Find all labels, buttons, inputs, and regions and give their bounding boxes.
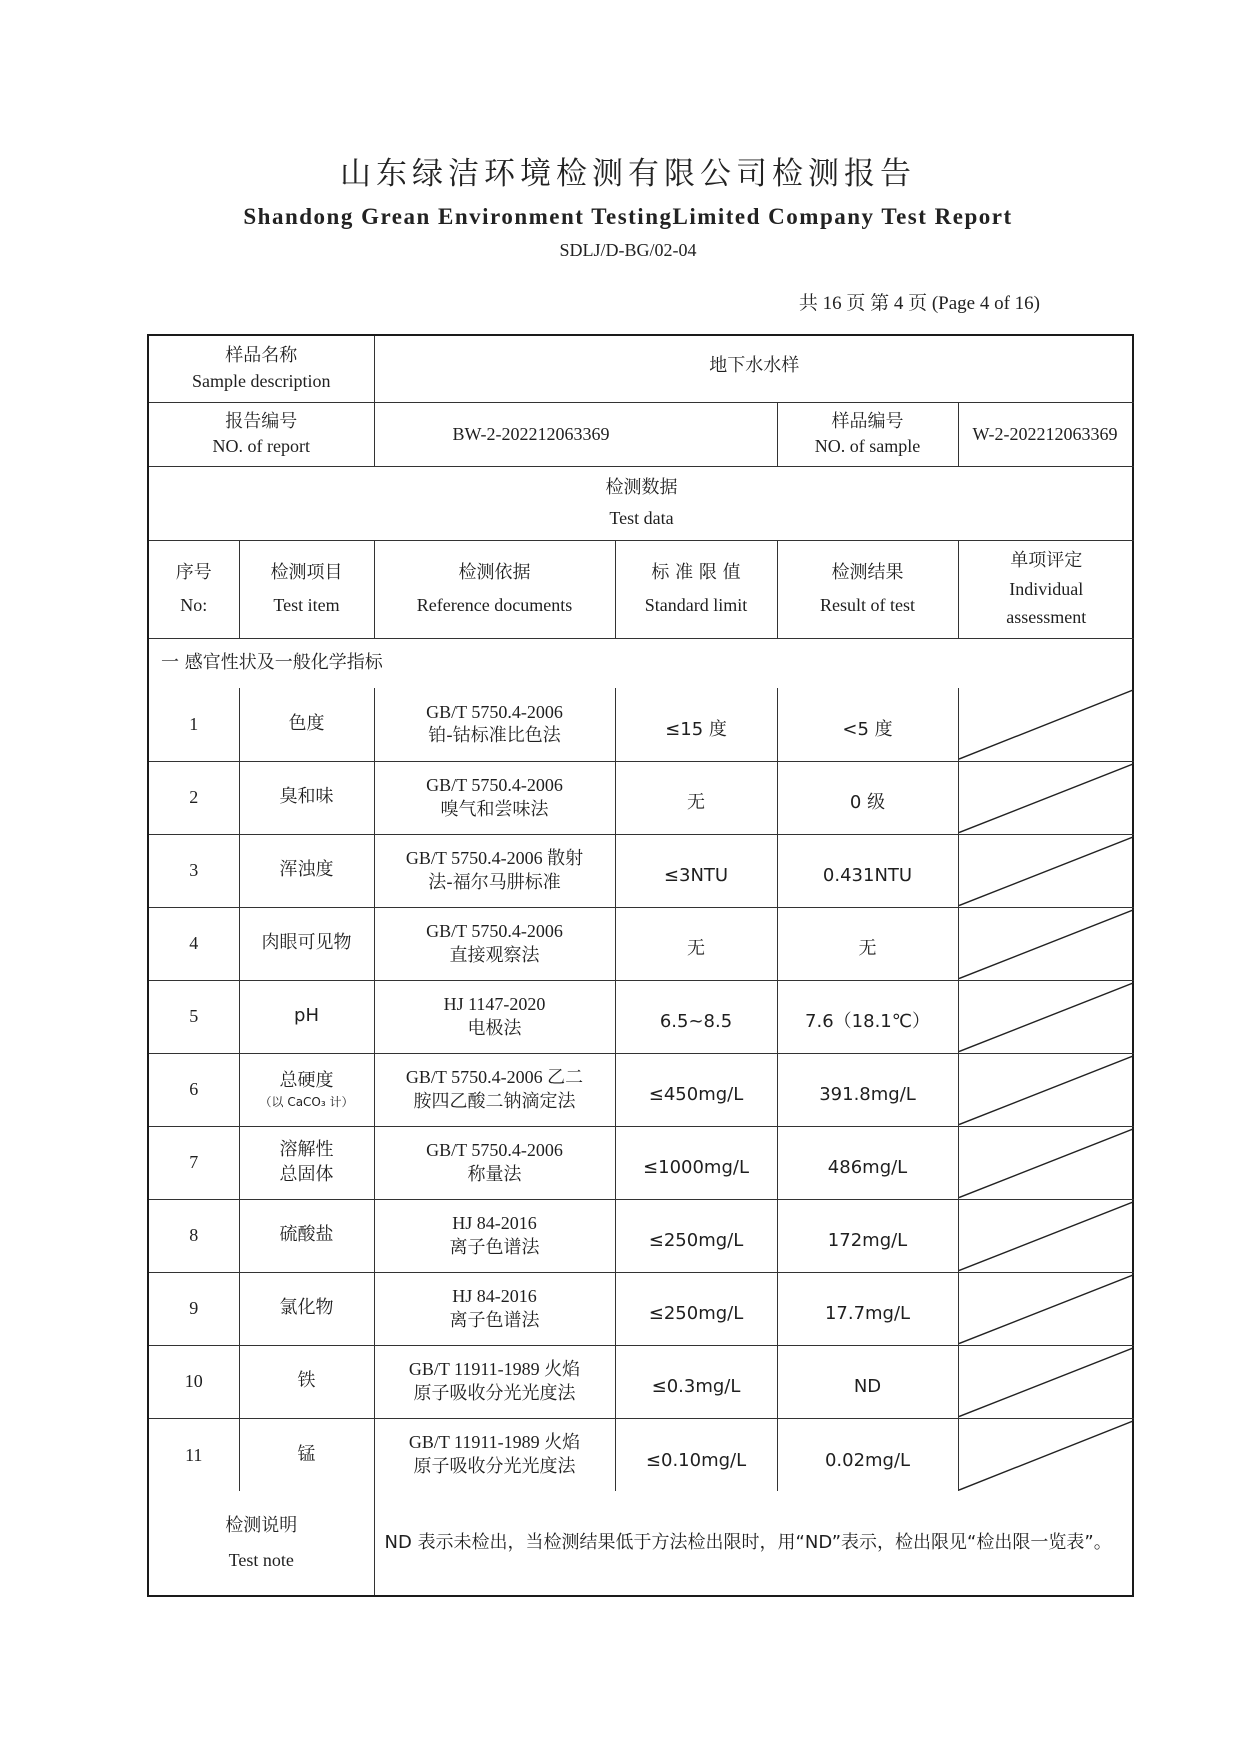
label-cn: 样品名称: [225, 345, 298, 367]
column-header-row: [149, 540, 1134, 638]
test-item: [239, 761, 374, 834]
header-cn: 序号: [175, 561, 212, 583]
diagonal-slash-icon: [959, 688, 1135, 761]
header-cn: 单项评定: [1010, 549, 1083, 571]
reference-line-1: GB/T 11911-1989 火焰: [408, 1432, 581, 1453]
assessment-cell: [958, 761, 1134, 834]
table-row: [149, 907, 1134, 980]
table-row: [149, 1126, 1134, 1199]
standard-limit: ≤3NTU: [615, 834, 777, 907]
test-item-name: pH: [294, 1005, 319, 1027]
reference-line-2: 直接观察法: [449, 944, 540, 966]
test-item-name: 铁: [297, 1370, 316, 1392]
label-cn: 样品编号: [831, 410, 904, 432]
test-item: [239, 907, 374, 980]
row-number: 1: [149, 688, 239, 761]
test-item: [239, 1272, 374, 1345]
test-result: 0.431NTU: [777, 834, 958, 907]
standard-limit: ≤0.3mg/L: [615, 1345, 777, 1418]
test-item-name: 硫酸盐: [279, 1224, 334, 1246]
diagonal-slash-icon: [959, 1200, 1135, 1272]
test-item: [239, 1199, 374, 1272]
test-item-name: 臭和味: [279, 786, 334, 808]
header-en: No:: [180, 595, 208, 615]
reference-line-2: 铂-钴标准比色法: [428, 725, 561, 747]
test-item: [239, 688, 374, 761]
test-item-name: 浑浊度: [279, 859, 334, 881]
test-item-name: 锰: [297, 1443, 316, 1465]
diagonal-slash-icon: [959, 1054, 1135, 1126]
standard-limit: ≤250mg/L: [615, 1199, 777, 1272]
reference-document: [374, 1272, 615, 1345]
column-header-reference: [374, 540, 615, 638]
reference-document: [374, 1126, 615, 1199]
page-info: 共 16 页 第 4 页 (Page 4 of 16): [798, 293, 1040, 314]
header-cn: 检测项目: [270, 561, 343, 583]
header-en: Test item: [273, 595, 340, 615]
column-header-assessment: [958, 540, 1134, 638]
reference-line-2: 嗅气和尝味法: [440, 798, 549, 820]
test-result: ND: [777, 1345, 958, 1418]
row-number: 3: [149, 834, 239, 907]
table-row: [149, 1199, 1134, 1272]
diagonal-slash-icon: [959, 835, 1135, 907]
test-result: 无: [777, 907, 958, 980]
reference-document: [374, 980, 615, 1053]
reference-line-2: 胺四乙酸二钠滴定法: [413, 1090, 576, 1112]
test-result: 0 级: [777, 761, 958, 834]
reference-line-1: GB/T 5750.4-2006: [426, 701, 563, 722]
assessment-cell: [958, 1272, 1134, 1345]
test-result: <5 度: [777, 688, 958, 761]
reference-document: [374, 1345, 615, 1418]
header-en: Reference documents: [416, 595, 573, 615]
test-item-name: 溶解性: [279, 1139, 334, 1161]
diagonal-slash-icon: [959, 981, 1135, 1053]
label-en: NO. of report: [212, 436, 310, 456]
test-item: [239, 1418, 374, 1491]
reference-line-1: GB/T 5750.4-2006 乙二: [405, 1067, 584, 1088]
assessment-cell: [958, 1126, 1134, 1199]
label-en: NO. of sample: [814, 436, 921, 456]
heading-en: Test data: [609, 508, 674, 528]
test-item-sub: （以 CaCO₃ 计）: [259, 1094, 354, 1109]
test-item-name: 氯化物: [279, 1297, 334, 1319]
table-row: [149, 1272, 1134, 1345]
column-header-no: [149, 540, 239, 638]
header-cn: 检测结果: [831, 561, 904, 583]
test-result: 0.02mg/L: [777, 1418, 958, 1491]
reference-document: [374, 761, 615, 834]
row-number: 10: [149, 1345, 239, 1418]
label-en: Sample description: [192, 370, 331, 391]
label-cn: 检测说明: [225, 1514, 298, 1536]
test-result: 17.7mg/L: [777, 1272, 958, 1345]
standard-limit: 无: [615, 761, 777, 834]
column-header-limit: [615, 540, 777, 638]
diagonal-slash-icon: [959, 762, 1135, 834]
reference-line-1: GB/T 5750.4-2006: [426, 921, 563, 942]
test-result: 486mg/L: [777, 1126, 958, 1199]
reference-document: [374, 1053, 615, 1126]
reference-document: [374, 907, 615, 980]
test-data-heading-row: [149, 466, 1134, 540]
header-cn: 标 准 限 值: [651, 561, 741, 583]
assessment-cell: [958, 907, 1134, 980]
standard-limit: 6.5~8.5: [615, 980, 777, 1053]
diagonal-slash-icon: [959, 1346, 1135, 1418]
test-note-text: ND 表示未检出，当检测结果低于方法检出限时，用“ND”表示，检出限见“检出限一览表”。: [374, 1491, 1134, 1595]
label-en: Test note: [228, 1550, 294, 1570]
standard-limit: ≤15 度: [615, 688, 777, 761]
row-number: 2: [149, 761, 239, 834]
test-item-name: 总硬度: [279, 1070, 334, 1092]
header-cn: 检测依据: [458, 561, 531, 583]
standard-limit: ≤450mg/L: [615, 1053, 777, 1126]
test-item: [239, 1345, 374, 1418]
report-number-row: [149, 402, 1134, 466]
reference-document: [374, 1418, 615, 1491]
report-table: [147, 334, 1134, 1597]
assessment-cell: [958, 834, 1134, 907]
reference-line-1: GB/T 5750.4-2006 散射: [405, 848, 584, 869]
reference-line-2: 电极法: [467, 1017, 522, 1039]
test-result: 172mg/L: [777, 1199, 958, 1272]
test-result: 7.6（18.1℃）: [777, 980, 958, 1053]
diagonal-slash-icon: [959, 1127, 1135, 1199]
reference-line-1: HJ 84-2016: [452, 1213, 537, 1234]
report-title-cn: 山东绿洁环境检测有限公司检测报告: [340, 156, 916, 192]
header-en: Individual: [1009, 578, 1084, 599]
row-number: 8: [149, 1199, 239, 1272]
test-item: [239, 834, 374, 907]
test-result: 391.8mg/L: [777, 1053, 958, 1126]
test-item-name: 肉眼可见物: [261, 932, 352, 954]
reference-line-1: HJ 1147-2020: [443, 994, 546, 1015]
row-number: 7: [149, 1126, 239, 1199]
reference-line-1: GB/T 5750.4-2006: [426, 1140, 563, 1161]
column-header-item: [239, 540, 374, 638]
document-code: SDLJ/D-BG/02-04: [559, 240, 697, 260]
table-row: [149, 688, 1134, 761]
sample-description-row: [149, 336, 1134, 402]
table-row: [149, 834, 1134, 907]
data-rows: [149, 688, 1134, 1491]
assessment-cell: [958, 980, 1134, 1053]
heading-cn: 检测数据: [605, 476, 678, 498]
reference-document: [374, 688, 615, 761]
sample-number-label: [777, 402, 958, 466]
test-note-label: [149, 1491, 374, 1595]
row-number: 4: [149, 907, 239, 980]
test-item-sub: 总固体: [279, 1163, 334, 1185]
table-row: [149, 1053, 1134, 1126]
diagonal-slash-icon: [959, 1419, 1135, 1492]
sample-description-label: [149, 336, 374, 402]
assessment-cell: [958, 1199, 1134, 1272]
reference-line-1: GB/T 5750.4-2006: [426, 775, 563, 796]
standard-limit: 无: [615, 907, 777, 980]
section-row: [149, 638, 1134, 688]
row-number: 11: [149, 1418, 239, 1491]
row-number: 6: [149, 1053, 239, 1126]
reference-document: [374, 1199, 615, 1272]
reference-line-2: 离子色谱法: [449, 1309, 540, 1331]
reference-line-2: 离子色谱法: [449, 1236, 540, 1258]
report-number-value: BW-2-202212063369: [374, 402, 777, 466]
reference-line-1: HJ 84-2016: [452, 1286, 537, 1307]
header-en-2: assessment: [1006, 607, 1087, 628]
table-row: [149, 1418, 1134, 1491]
standard-limit: ≤250mg/L: [615, 1272, 777, 1345]
report-number-label: [149, 402, 374, 466]
section-title: 一 感官性状及一般化学指标: [149, 638, 1134, 688]
reference-document: [374, 834, 615, 907]
test-item: [239, 1126, 374, 1199]
sample-description-value: 地下水水样: [374, 336, 1134, 402]
column-header-result: [777, 540, 958, 638]
test-item-name: 色度: [288, 713, 325, 735]
reference-line-2: 原子吸收分光光度法: [413, 1455, 576, 1477]
header-en: Standard limit: [644, 595, 748, 615]
diagonal-slash-icon: [959, 1273, 1135, 1345]
table-row: [149, 980, 1134, 1053]
reference-line-1: GB/T 11911-1989 火焰: [408, 1359, 581, 1380]
sample-number-value: W-2-202212063369: [958, 402, 1134, 466]
assessment-cell: [958, 1418, 1134, 1491]
assessment-cell: [958, 1053, 1134, 1126]
table-row: [149, 1345, 1134, 1418]
test-note-row: [149, 1491, 1134, 1595]
assessment-cell: [958, 1345, 1134, 1418]
test-item: [239, 980, 374, 1053]
standard-limit: ≤0.10mg/L: [615, 1418, 777, 1491]
diagonal-slash-icon: [959, 908, 1135, 980]
test-data-heading: [149, 466, 1134, 540]
reference-line-2: 原子吸收分光光度法: [413, 1382, 576, 1404]
assessment-cell: [958, 688, 1134, 761]
table-row: [149, 761, 1134, 834]
test-item: [239, 1053, 374, 1126]
report-title-en: Shandong Grean Environment TestingLimited Company Test Report: [243, 204, 1013, 229]
row-number: 9: [149, 1272, 239, 1345]
reference-line-2: 称量法: [467, 1163, 522, 1185]
standard-limit: ≤1000mg/L: [615, 1126, 777, 1199]
header-en: Result of test: [820, 595, 916, 615]
reference-line-2: 法-福尔马肼标准: [428, 871, 561, 893]
row-number: 5: [149, 980, 239, 1053]
label-cn: 报告编号: [225, 410, 298, 432]
